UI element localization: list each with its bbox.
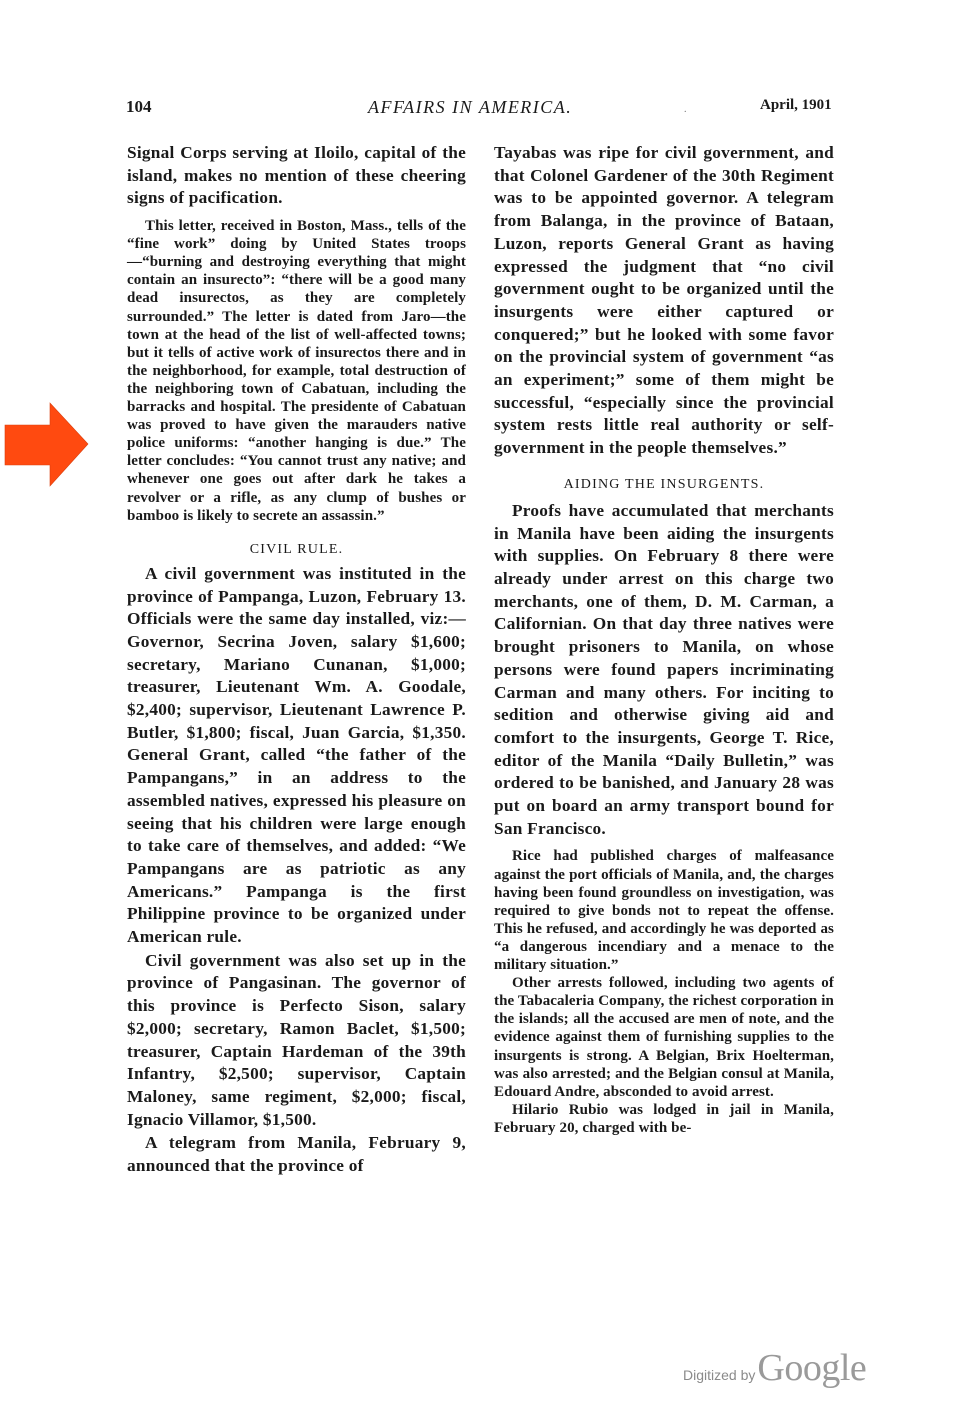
paragraph: Hilario Rubio was lodged in jail in Manila, February 20, charged with be-	[494, 1101, 834, 1136]
paragraph: Civil government was also set up in the province of Pangasinan. The governor of this province is Perfecto Sison, salary $2,000; secretary, Ramon Baclet, $1,500; treasurer, Captain Hardeman of the 39th Infantry, $2,500; supervisor, Captain Maloney, same regiment, $2,000; fiscal, Ignacio Villamor, $1,500.	[127, 950, 466, 1129]
paragraph: Signal Corps serving at Iloilo, capital of the island, makes no mention of these cheering signs of pacification.	[127, 143, 466, 208]
running-title: AFFAIRS IN AMERICA.	[368, 97, 573, 117]
paragraph: This letter, received in Boston, Mass., tells of the “fine work” doing by United States troops—“burning and destroying everything that might contain an insurecto”: “there will be a good many dead insurectos, as they are completely surrounded.” The letter is dated from Jaro—the town at the head of the list of well-affected towns; but it tells of active work of insurectos there and in the neighborhood, for example, total destruction of the neighboring town of Cabatuan, including the barracks and hospital. The presidente of Cabatuan was proved to have given the marauders native police uniforms: “another hanging is due.” The letter concludes: “You cannot trust any native; and whenever one goes out after dark he takes a revolver or a rifle, as any clump of bushes or bamboo is likely to secrete an assassin.”	[127, 218, 466, 524]
paragraph: A civil government was instituted in the province of Pampanga, Luzon, February 13. Officials were the same day installed, viz:—Governor, Secrina Joven, salary $1,600; secretary, Mariano Cunanan, $1,000; treasurer, Lieutenant Wm. A. Goodale, $2,400; supervisor, Lieutenant Lawrence P. Butler, $1,800; fiscal, Juan Garcia, $1,350. General Grant, called “the father of the Pampangans,” in an address to the assembled natives, expressed his pleasure on seeing that his children were large enough to take care of themselves, and added: “We Pampangans are as patriotic as any Americans.” Pampanga is the first Philippine province to be organized under American rule.	[127, 563, 466, 947]
paragraph: A telegram from Manila, February 9, announced that the province of	[127, 1133, 466, 1176]
digitized-by-google-watermark	[683, 1346, 866, 1390]
stray-mark: .	[684, 104, 687, 115]
left-column	[127, 142, 466, 1178]
page-number: 104	[126, 97, 152, 116]
issue-date: April, 1901	[760, 97, 832, 113]
right-column	[494, 142, 834, 1137]
paragraph: Proofs have accumulated that merchants in Manila have been aiding the insurgents with supplies. On February 8 there were already under arrest on this charge two merchants, one of them, D. M. Carman, a Californian. On that day three natives were brought prisoners to Manila, on whose persons were found papers incriminating Carman and many others. For inciting to sedition and otherwise giving aid and comfort to the insurgents, George T. Rice, editor of the Manila “Daily Bulletin,” was ordered to be banished, and January 28 was put on board an army transport bound for San Francisco.	[494, 500, 834, 838]
paragraph: Other arrests followed, including two agents of the Tabacaleria Company, the richest corporation in the islands; all the accused are men of note, and the evidence against them of furnishing supplies to the insurgents is strong. A Belgian, Brix Hoelterman, was also arrested; and the Belgian consul at Manila, Edouard Andre, absconded to avoid arrest.	[494, 975, 834, 1100]
section-heading-civil-rule: CIVIL RULE.	[249, 541, 344, 557]
watermark-prefix: Digitized by	[683, 1367, 756, 1383]
paragraph: Rice had published charges of malfeasance against the port officials of Manila, and, the charges having been found groundless on investigation, was required to give bonds not to repeat the offense. This he refused, and accordingly he was deported as “a dangerous incendiary and a menace to the military situation.”	[494, 848, 834, 974]
section-heading-aiding-the-insurgents: AIDING THE INSURGENTS.	[563, 476, 765, 492]
google-logo: Google	[757, 1347, 867, 1389]
arrow-right-icon	[4, 402, 90, 488]
arrow-shape	[5, 403, 88, 486]
paragraph: Tayabas was ripe for civil government, and that Colonel Gardener of the 30th Regiment was to be appointed governor. A telegram from Balanga, in the province of Bataan, Luzon, reports General Grant as having expressed the judgment that “no civil government ought to be organized until the insurgents were either captured or conquered;” but he looked with some favor on the provincial system of government “as an experiment;” some of them might be successful, “especially since the provincial system rests little real authority or self-government in the people themselves.”	[494, 143, 834, 458]
